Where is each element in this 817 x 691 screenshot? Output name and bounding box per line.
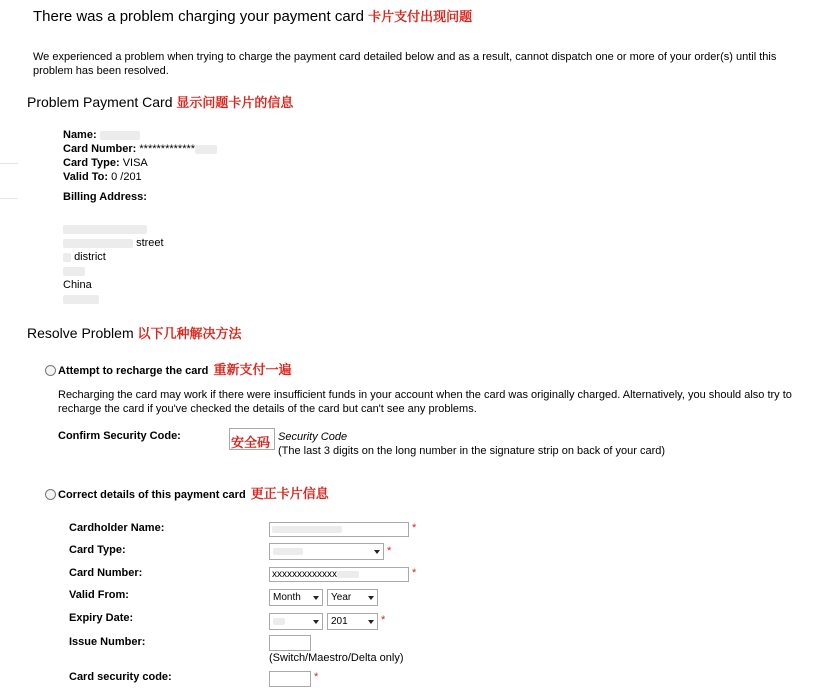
- address-line: [63, 236, 313, 250]
- card-name-row: [63, 128, 313, 142]
- valid-from-label: Valid From:: [69, 589, 129, 601]
- redacted-number: [195, 145, 217, 154]
- confirm-security-label: Confirm Security Code:: [58, 430, 181, 442]
- problem-card-heading-text: Problem Payment Card: [27, 94, 173, 110]
- address-line: [63, 264, 313, 278]
- intro-text: We experienced a problem when trying to charge the payment card detailed below and as a result, cannot dispatch one or more of your order(s) until this problem has been resolved.: [33, 51, 777, 77]
- problem-card-details: [63, 128, 313, 306]
- security-hint: [278, 430, 665, 458]
- address-country: China: [63, 279, 92, 291]
- billing-address-label: Billing Address:: [63, 191, 147, 203]
- required-mark: *: [387, 545, 392, 557]
- option-recharge[interactable]: [45, 359, 291, 378]
- correct-details-radio[interactable]: [45, 489, 56, 500]
- problem-card-heading: [27, 92, 293, 111]
- card-type-select[interactable]: [269, 543, 384, 560]
- redacted-card-number: [337, 571, 359, 578]
- option-correct-details[interactable]: [45, 483, 329, 502]
- redacted-postcode: [63, 295, 99, 304]
- issue-number-note: (Switch/Maestro/Delta only): [269, 652, 404, 664]
- address-line-2: street: [136, 237, 164, 249]
- address-line: [63, 278, 313, 292]
- expiry-date-label: Expiry Date:: [69, 612, 134, 624]
- card-type-value: VISA: [122, 157, 148, 169]
- expiry-year-value: 201: [331, 616, 348, 627]
- chevron-down-icon: [368, 620, 374, 624]
- card-security-code-input[interactable]: [269, 671, 311, 687]
- redacted-address: [63, 225, 147, 234]
- card-name-label: Name:: [63, 129, 97, 141]
- card-number-field-label: Card Number:: [69, 567, 143, 579]
- edge-divider: [0, 163, 18, 164]
- redacted-card-type: [273, 548, 303, 555]
- valid-to-label: Valid To:: [63, 171, 109, 183]
- valid-to-value: 0 /201: [111, 171, 142, 183]
- issue-number-input[interactable]: [269, 635, 311, 651]
- page-title-text: There was a problem charging your payment card: [33, 8, 364, 25]
- edge-divider: [0, 198, 18, 199]
- cardholder-name-input[interactable]: [269, 522, 409, 537]
- page-title: [33, 6, 472, 25]
- chevron-down-icon: [368, 596, 374, 600]
- valid-from-month-select[interactable]: [269, 589, 323, 606]
- expiry-month-select[interactable]: [269, 613, 323, 630]
- recharge-label[interactable]: Attempt to recharge the card: [58, 365, 209, 377]
- address-line-3: district: [74, 251, 106, 263]
- valid-from-year-value: Year: [331, 592, 352, 603]
- valid-from-month-value: Month: [273, 592, 301, 603]
- chevron-down-icon: [374, 550, 380, 554]
- required-mark: *: [314, 671, 319, 683]
- card-number-row: [63, 142, 313, 156]
- required-mark: *: [412, 567, 417, 579]
- security-hint-title: Security Code: [278, 431, 348, 443]
- redacted-address: [63, 239, 133, 248]
- redacted-address: [63, 253, 71, 262]
- problem-card-heading-cn: 显示问题卡片的信息: [176, 95, 294, 110]
- recharge-radio[interactable]: [45, 365, 56, 376]
- redacted-name: [100, 131, 140, 140]
- card-type-row: [63, 156, 313, 170]
- expiry-year-select[interactable]: [327, 613, 378, 630]
- recharge-description: Recharging the card may work if there were insufficient funds in your account when the card was originally charged. Alternatively, you should also try to recharge the card if you've checked the details of the card but can't see any problems.: [58, 389, 792, 415]
- cardholder-name-label: Cardholder Name:: [69, 522, 165, 534]
- card-security-code-label: Card security code:: [69, 671, 172, 683]
- resolve-heading-cn: 以下几种解决方法: [137, 326, 242, 341]
- address-line: [63, 222, 313, 236]
- confirm-security-input[interactable]: [229, 428, 275, 450]
- card-number-input[interactable]: [269, 567, 409, 582]
- valid-to-row: [63, 170, 313, 184]
- valid-from-year-select[interactable]: [327, 589, 378, 606]
- resolve-heading-text: Resolve Problem: [27, 325, 134, 341]
- page-title-cn: 卡片支付出现问题: [368, 9, 473, 24]
- resolve-heading: [27, 323, 242, 342]
- chevron-down-icon: [313, 596, 319, 600]
- required-mark: *: [412, 522, 417, 534]
- address-line: [63, 292, 313, 306]
- address-line: [63, 250, 313, 264]
- correct-details-label-cn: 更正卡片信息: [250, 486, 329, 501]
- redacted-expiry-month: [273, 618, 285, 625]
- card-type-label: Card Type:: [63, 157, 120, 169]
- redacted-cardholder: [272, 526, 342, 533]
- security-code-cn: 安全码: [231, 435, 271, 450]
- correct-details-label[interactable]: Correct details of this payment card: [58, 489, 246, 501]
- chevron-down-icon: [313, 620, 319, 624]
- card-number-input-value: xxxxxxxxxxxxx: [272, 569, 337, 580]
- required-mark: *: [381, 614, 386, 626]
- billing-address-row: [63, 190, 313, 204]
- card-number-value: *************: [139, 143, 196, 155]
- redacted-address: [63, 267, 85, 276]
- issue-number-label: Issue Number:: [69, 636, 146, 648]
- card-number-label: Card Number:: [63, 143, 137, 155]
- security-hint-text: (The last 3 digits on the long number in the signature strip on back of your card): [278, 445, 666, 457]
- recharge-label-cn: 重新支付一遍: [213, 362, 292, 377]
- card-type-field-label: Card Type:: [69, 544, 126, 556]
